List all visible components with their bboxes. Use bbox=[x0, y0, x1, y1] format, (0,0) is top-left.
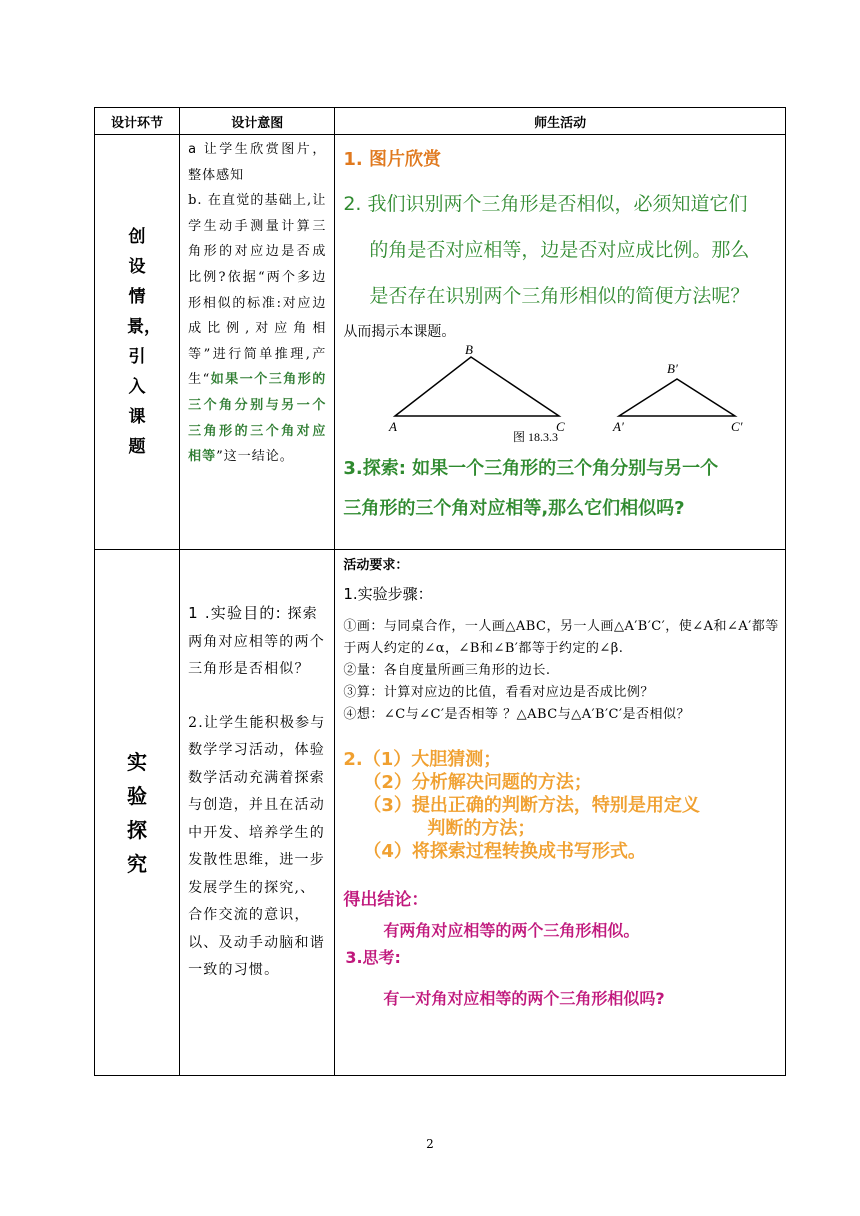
step-4: ④想：∠C与∠C′是否相等 ？△ABC与△A′B′C′是否相似？ bbox=[343, 707, 690, 722]
intent-a: a 让学生欣赏图片，整体感知 bbox=[188, 142, 327, 183]
label-C-prime: C′ bbox=[731, 419, 743, 434]
stage-cell-1 bbox=[95, 135, 180, 550]
row-experiment bbox=[95, 550, 786, 1076]
triangle-abc bbox=[395, 357, 559, 416]
intent-b-text: b. 在直觉的基础上,让学生动手测量计算三角形的对应边是否成比例?依据“两个多边形相似的标准:对应边成比例,对应角相等”进行简单推理,产生“ bbox=[188, 193, 327, 388]
aim-label: 1 .实验目的: bbox=[188, 604, 282, 622]
stage-label-2: 实验探究 bbox=[127, 749, 148, 876]
stage-label-1: 创设情景，引入课题 bbox=[127, 227, 162, 457]
triangle-a2b2c2 bbox=[619, 379, 735, 416]
reveal-text: 从而揭示本课题。 bbox=[343, 324, 456, 340]
activity-requirements: 活动要求： bbox=[343, 558, 409, 573]
explore-line-1: 3.探索: 如果一个三角形的三个角分别与另一个 bbox=[343, 458, 719, 479]
header-activity: 师生活动 bbox=[335, 108, 786, 135]
question-line-1: 2. 我们识别两个三角形是否相似，必须知道它们 bbox=[343, 193, 748, 215]
steps-title: 1.实验步骤： bbox=[343, 585, 433, 603]
step-1: ①画：与同桌合作，一人画△ABC，另一人画△A′B′C′，使∠A和∠A′都等于两人约定的∠α，∠B和∠B′都等于约定的∠β. bbox=[343, 619, 779, 656]
intent-cell-1 bbox=[180, 135, 335, 550]
label-C: C bbox=[556, 419, 565, 434]
heading-picture-appreciation: 1. 图片欣赏 bbox=[343, 149, 441, 170]
conclusion-text: 有两角对应相等的两个三角形相似。 bbox=[383, 921, 640, 940]
intent-b bbox=[188, 188, 326, 470]
guess-line-3: （3）提出正确的判断方法，特别是用定义 bbox=[363, 795, 700, 816]
activity-cell-1 bbox=[335, 135, 786, 550]
triangle-figure bbox=[343, 343, 779, 443]
intent-b-highlight: 如果一个三角形的三个角分别与另一个三角形的三个角对应相等 bbox=[188, 372, 327, 465]
figure-caption: 图 18.3.3 bbox=[513, 430, 559, 443]
question-line-2: 的角是否对应相等，边是否对应成比例。那么 bbox=[369, 239, 750, 261]
aim-text: 探索两角对应相等的两个三角形是否相似？ bbox=[188, 606, 325, 677]
aim-block bbox=[188, 600, 326, 684]
step-2: ②量：各自度量所画三角形的边长. bbox=[343, 663, 551, 678]
guess-line-4: 判断的方法； bbox=[427, 818, 536, 839]
header-stage: 设计环节 bbox=[95, 108, 180, 135]
guess-line-5: （4）将探索过程转换成书写形式。 bbox=[363, 841, 646, 862]
guess-block bbox=[343, 748, 779, 863]
guess-line-1: 2.（1）大胆猜测； bbox=[343, 749, 502, 770]
label-B-prime: B′ bbox=[667, 361, 679, 376]
label-B: B bbox=[465, 343, 474, 357]
label-A: A bbox=[389, 419, 398, 434]
label-A-prime: A′ bbox=[613, 419, 625, 434]
activity-cell-2 bbox=[335, 550, 786, 1076]
intent-cell-2 bbox=[180, 550, 335, 1076]
page-number: 2 bbox=[426, 1137, 434, 1151]
lesson-plan-table bbox=[94, 107, 786, 1076]
guess-line-2: （2）分析解决问题的方法； bbox=[363, 772, 592, 793]
header-row bbox=[95, 108, 786, 135]
goal-2: 2.让学生能积极参与数学学习活动，体验数学活动充满着探索与创造，并且在活动中开发、培养学生的发散性思维，进一步发展学生的探究,、合作交流的意识，以、及动手动脑和谐一致的习惯。 bbox=[188, 714, 326, 978]
step-3: ③算：计算对应边的比值，看看对应边是否成比例？ bbox=[343, 685, 654, 700]
row-scenario bbox=[95, 135, 786, 550]
stage-cell-2 bbox=[95, 550, 180, 1076]
question-line-3: 是否存在识别两个三角形相似的简便方法呢？ bbox=[369, 285, 750, 307]
explore-block bbox=[343, 449, 779, 529]
conclusion-heading: 得出结论： bbox=[343, 890, 429, 910]
think-heading: 3.思考: bbox=[345, 948, 401, 967]
think-question: 有一对角对应相等的两个三角形相似吗? bbox=[383, 989, 665, 1008]
header-intent: 设计意图 bbox=[180, 108, 335, 135]
triangles-svg bbox=[343, 343, 783, 443]
intent-b-end: ”这一结论。 bbox=[216, 449, 294, 465]
question-block bbox=[343, 181, 779, 319]
explore-line-2: 三角形的三个角对应相等,那么它们相似吗? bbox=[343, 498, 685, 519]
